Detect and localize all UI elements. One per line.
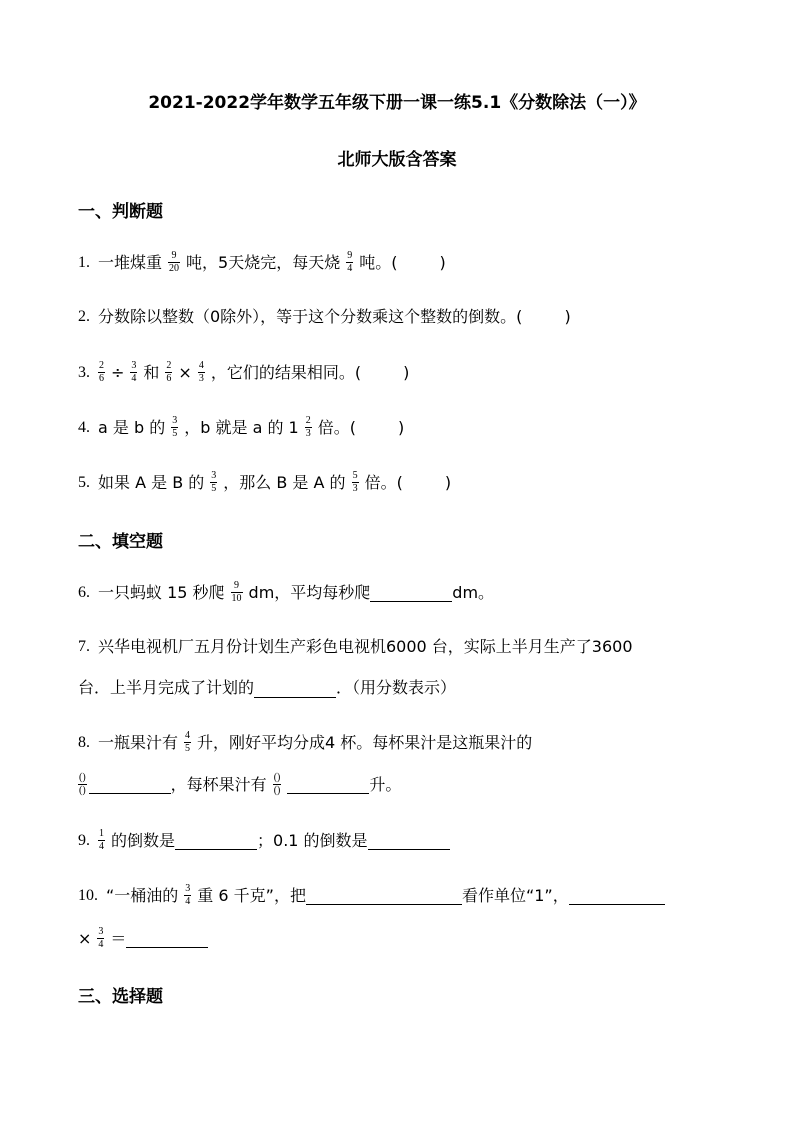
- question-text: “一桶油的: [106, 885, 179, 905]
- denominator: 3: [352, 483, 358, 494]
- section-heading-multiple-choice: 三、选择题: [78, 987, 163, 1007]
- answer-blank[interactable]: [569, 886, 665, 905]
- question-text: ，它们的结果相同。(: [210, 362, 362, 382]
- denominator: 4: [347, 263, 353, 274]
- question-text: 倍。(: [364, 472, 403, 492]
- question-text: ，那么 B 是 A 的: [223, 472, 346, 492]
- denominator: 10: [231, 593, 242, 604]
- question-number: 2.: [78, 308, 90, 325]
- question-text: 分数除以整数（0除外），等于这个分数乘这个整数的倒数。(: [98, 307, 523, 326]
- numerator: 3: [185, 883, 191, 894]
- denominator: 5: [172, 428, 178, 439]
- denominator: 3: [198, 373, 204, 384]
- fraction: [305, 415, 312, 440]
- denominator: 20: [169, 263, 180, 274]
- question-text: a 是 b 的: [98, 417, 166, 437]
- operator: ÷: [111, 362, 125, 382]
- question-text: 如果 A 是 B 的: [98, 472, 205, 492]
- answer-blank[interactable]: [368, 831, 450, 850]
- numerator: 9: [347, 250, 353, 261]
- denominator: 5: [185, 743, 191, 754]
- numerator: 2: [166, 360, 172, 371]
- question-text: 升，刚好平均分成4 杯。每杯果汁是这瓶果汁的: [197, 732, 533, 752]
- numerator: 3: [131, 360, 137, 371]
- question-4: [78, 415, 404, 440]
- question-number: 7.: [78, 638, 90, 655]
- question-text: ，每杯果汁有: [170, 774, 267, 794]
- answer-blank[interactable]: [306, 886, 462, 905]
- fraction-placeholder[interactable]: [273, 772, 282, 797]
- fraction: [98, 360, 105, 385]
- question-text: 升。: [369, 774, 402, 794]
- numerator: 3: [211, 470, 217, 481]
- numerator: 5: [352, 470, 358, 481]
- question-number: 8.: [78, 733, 90, 751]
- denominator: 4: [98, 939, 104, 950]
- question-text: dm。: [452, 582, 495, 602]
- question-7-line-2: [78, 676, 456, 700]
- answer-blank[interactable]: [175, 831, 257, 850]
- numerator: 2: [305, 415, 311, 426]
- question-number: 6.: [78, 583, 90, 601]
- question-text: ): [444, 472, 452, 492]
- question-number: 9.: [78, 831, 90, 849]
- numerator: (): [273, 772, 281, 783]
- section-heading-fill-in: 二、填空题: [78, 532, 163, 552]
- question-7-line-1: [78, 635, 633, 659]
- denominator: 4: [99, 841, 104, 852]
- section-heading-judgement: 一、判断题: [78, 202, 163, 222]
- question-text: ): [564, 307, 571, 326]
- fraction: [184, 883, 191, 908]
- question-2: [78, 305, 571, 329]
- question-6: [78, 580, 494, 605]
- denominator: 4: [131, 373, 137, 384]
- document-title: 2021-2022学年数学五年级下册一课一练5.1《分数除法（一）》: [148, 93, 646, 113]
- question-text: 一只蚂蚁 15 秒爬: [98, 582, 225, 602]
- fraction: [352, 470, 359, 495]
- fraction: [165, 360, 172, 385]
- denominator: (): [79, 785, 86, 796]
- answer-blank[interactable]: [89, 775, 171, 794]
- question-text: 重 6 千克”，把: [197, 885, 306, 905]
- question-9: [78, 828, 450, 853]
- operator: ＝: [110, 928, 127, 948]
- answer-blank[interactable]: [370, 583, 452, 602]
- numerator: 3: [98, 926, 104, 937]
- fraction: [231, 580, 243, 605]
- question-text: 一堆煤重: [98, 252, 163, 272]
- question-text: 看作单位“1”，: [461, 885, 569, 905]
- operator: ×: [78, 928, 92, 948]
- numerator: (): [79, 772, 86, 783]
- denominator: 6: [99, 373, 104, 384]
- question-text: 兴华电视机厂五月份计划生产彩色电视机6000 台，实际上半月生产了3600: [98, 637, 633, 656]
- denominator: (): [273, 785, 281, 796]
- answer-blank[interactable]: [254, 679, 336, 698]
- question-text: ): [397, 417, 405, 437]
- question-text: ．（用分数表示）: [336, 678, 457, 697]
- fraction-placeholder[interactable]: [78, 772, 87, 797]
- operator: ×: [178, 362, 192, 382]
- question-8-line-1: [78, 730, 532, 755]
- question-text: 和: [143, 362, 160, 382]
- fraction: [171, 415, 178, 440]
- fraction: [198, 360, 205, 385]
- numerator: 3: [172, 415, 178, 426]
- question-text: dm，平均每秒爬: [248, 582, 371, 602]
- numerator: 1: [99, 828, 104, 839]
- question-text: ；0.1 的倒数是: [257, 830, 368, 850]
- fraction: [184, 730, 191, 755]
- numerator: 2: [99, 360, 104, 371]
- question-10-line-2: [78, 926, 208, 951]
- question-text: 台．上半月完成了计划的: [78, 678, 255, 697]
- fraction: [210, 470, 217, 495]
- question-5: [78, 470, 451, 495]
- question-text: 倍。(: [317, 417, 356, 437]
- question-1: [78, 250, 446, 275]
- question-text: ，b 就是 a 的 1: [184, 417, 299, 437]
- fraction: [130, 360, 137, 385]
- denominator: 5: [211, 483, 217, 494]
- question-number: 3.: [78, 363, 90, 381]
- fraction: [97, 926, 104, 951]
- fraction: [168, 250, 180, 275]
- numerator: 4: [198, 360, 204, 371]
- question-number: 10.: [78, 886, 98, 904]
- answer-blank[interactable]: [126, 929, 208, 948]
- fraction: [98, 828, 105, 853]
- document-subtitle: 北师大版含答案: [337, 150, 457, 170]
- question-text: 吨。(: [359, 252, 398, 272]
- numerator: 9: [171, 250, 177, 261]
- question-number: 5.: [78, 473, 90, 491]
- question-text: ): [439, 252, 446, 272]
- denominator: 4: [185, 896, 191, 907]
- denominator: 6: [166, 373, 172, 384]
- question-number: 4.: [78, 418, 90, 436]
- denominator: 3: [305, 428, 311, 439]
- numerator: 4: [185, 730, 191, 741]
- question-10-line-1: [78, 883, 665, 908]
- fraction: [346, 250, 353, 275]
- numerator: 9: [234, 580, 240, 591]
- question-text: 吨，5天烧完，每天烧: [186, 252, 341, 272]
- question-text: 的倒数是: [111, 830, 176, 850]
- answer-blank[interactable]: [287, 775, 369, 794]
- question-3: [78, 360, 409, 385]
- question-text: ): [403, 362, 410, 382]
- question-8-line-2: [78, 772, 401, 797]
- question-number: 1.: [78, 253, 90, 271]
- question-text: 一瓶果汁有: [98, 732, 179, 752]
